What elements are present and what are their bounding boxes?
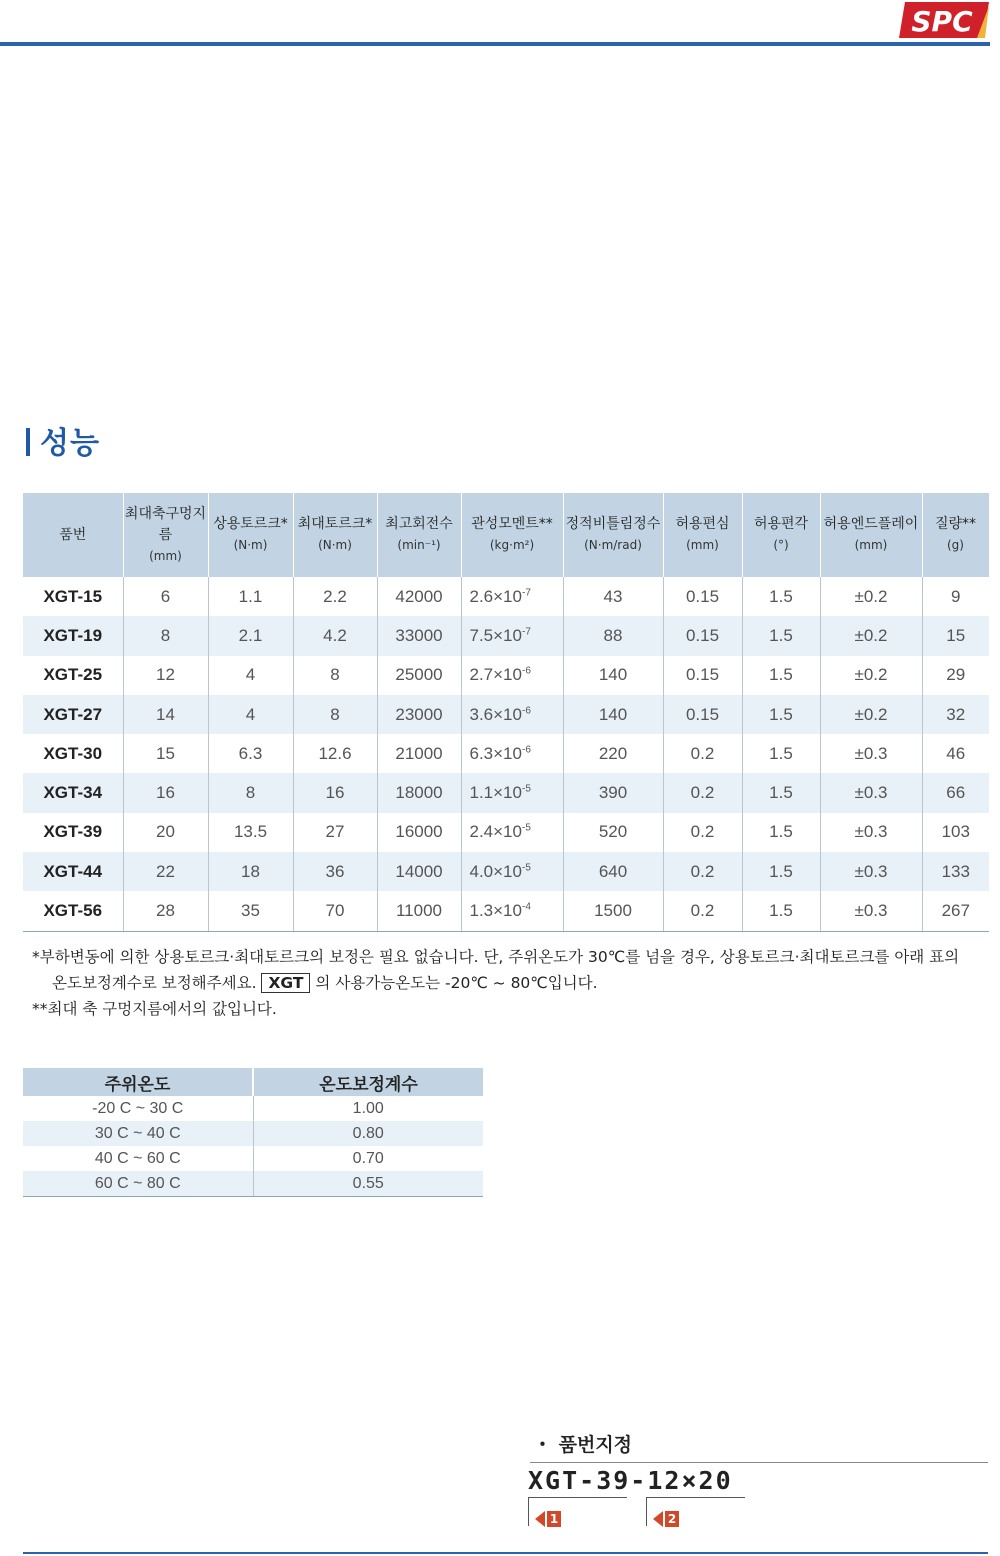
table-row [23, 813, 989, 852]
table-cell: 16 [293, 773, 377, 812]
table-cell: 28 [123, 891, 208, 931]
table-cell: 1.5 [742, 577, 820, 616]
table-cell: 1.5 [742, 695, 820, 734]
perf-header-4: 최고회전수 (min⁻¹) [377, 493, 461, 577]
top-rule [0, 42, 990, 46]
table-cell: 12.6 [293, 734, 377, 773]
table-row [23, 577, 989, 616]
tag-1: 1 [535, 1511, 561, 1527]
table-row [23, 1121, 483, 1146]
table-cell: 6.3 [208, 734, 293, 773]
part-number-cell: XGT-56 [23, 891, 123, 931]
note-line-2: 온도보정계수로 보정해주세요. XGT 의 사용가능온도는 -20℃ ~ 80℃입니다. [52, 974, 598, 992]
table-cell: ±0.3 [820, 813, 922, 852]
table-cell: 390 [563, 773, 663, 812]
inertia-cell: $1.3\times 10^{-4}$ [461, 891, 563, 931]
table-cell: 9 [951, 586, 961, 606]
temp-factor-cell: 0.80 [253, 1121, 483, 1146]
table-cell: 0.2 [663, 891, 742, 931]
left-arrow-icon [535, 1511, 545, 1527]
table-cell: 0.15 [663, 695, 742, 734]
performance-header-row [23, 493, 989, 577]
table-cell: 42000 [377, 577, 461, 616]
table-cell: 0.2 [663, 734, 742, 773]
table-cell: 0.2 [663, 773, 742, 812]
table-cell: 25000 [377, 656, 461, 695]
table-cell: 1.5 [742, 852, 820, 891]
performance-table [23, 493, 990, 932]
table-cell: 4 [208, 695, 293, 734]
temp-factor-cell: 0.70 [352, 1149, 384, 1167]
table-cell: 13.5 [208, 813, 293, 852]
table-cell: ±0.3 [820, 852, 922, 891]
table-row [23, 734, 989, 773]
table-cell: 23000 [377, 695, 461, 734]
order-rule [530, 1462, 988, 1463]
bottom-rule [23, 1552, 988, 1554]
spc-logo [893, 0, 990, 40]
table-cell: 8 [123, 616, 208, 655]
table-cell: 33000 [377, 616, 461, 655]
table-cell: ±0.3 [820, 773, 922, 812]
temperature-table [23, 1068, 483, 1197]
perf-header-10: 질량** (g) [922, 493, 989, 577]
inertia-cell: $6.3\times 10^{-6}$ [461, 734, 563, 773]
table-cell: 2.1 [208, 616, 293, 655]
table-cell: ±0.2 [820, 695, 922, 734]
table-cell: 8 [208, 773, 293, 812]
part-number-cell: XGT-39 [23, 813, 123, 852]
table-row [23, 852, 989, 891]
note-line-1: *부하변동에 의한 상용토르크·최대토르크의 보정은 필요 없습니다. 단, 주위온도가 30℃를 넘을 경우, 상용토르크·최대토르크를 아래 표의 [32, 948, 960, 966]
part-number-cell: XGT-44 [23, 852, 123, 891]
table-cell: 4.2 [293, 616, 377, 655]
inertia-cell: $7.5\times 10^{-7}$ [461, 616, 563, 655]
logo-text: SPC [911, 5, 973, 38]
table-cell: 1500 [563, 891, 663, 931]
table-cell: 22 [123, 852, 208, 891]
table-cell: 1.5 [742, 891, 820, 931]
table-row [23, 1171, 483, 1197]
table-row [23, 773, 989, 812]
table-cell: 0.2 [663, 813, 742, 852]
table-cell: 8 [293, 656, 377, 695]
table-cell: 88 [563, 616, 663, 655]
temp-factor-cell: 0.55 [253, 1171, 483, 1197]
table-cell: 15 [123, 734, 208, 773]
notes [32, 944, 992, 1022]
table-cell: ±0.3 [820, 734, 922, 773]
table-cell: 15 [922, 616, 989, 655]
table-cell: 14000 [377, 852, 461, 891]
part-number-cell: XGT-19 [23, 616, 123, 655]
table-cell: 18000 [377, 773, 461, 812]
table-cell: 1.5 [742, 773, 820, 812]
table-cell: 16000 [377, 813, 461, 852]
inertia-cell: $2.7\times 10^{-6}$ [461, 656, 563, 695]
table-cell: 43 [563, 577, 663, 616]
table-cell: 46 [946, 743, 966, 763]
table-cell: 220 [563, 734, 663, 773]
table-cell: 1.1 [208, 577, 293, 616]
inertia-cell: $4.0\times 10^{-5}$ [461, 852, 563, 891]
perf-header-6: 정적비틀림정수 (N·m/rad) [563, 493, 663, 577]
perf-header-2: 상용토르크* (N·m) [208, 493, 293, 577]
table-cell: ±0.3 [820, 891, 922, 931]
perf-header-5: 관성모멘트** (kg·m²) [461, 493, 563, 577]
order-code: XGT-39-12×20 [528, 1466, 733, 1495]
inertia-cell: $2.4\times 10^{-5}$ [461, 813, 563, 852]
table-cell: 66 [922, 773, 989, 812]
tag-2: 2 [653, 1511, 679, 1527]
table-cell: 0.15 [663, 577, 742, 616]
temp-range-cell: -20 C ~ 30 C [23, 1096, 253, 1121]
part-number-cell: XGT-27 [23, 695, 123, 734]
table-cell: 103 [941, 822, 970, 842]
perf-header-9: 허용엔드플레이 (mm) [820, 493, 922, 577]
table-cell: 35 [208, 891, 293, 931]
temp-header-factor: 온도보정계수 [253, 1068, 483, 1096]
table-cell: 27 [293, 813, 377, 852]
table-cell: 0.15 [663, 616, 742, 655]
table-cell: 14 [123, 695, 208, 734]
table-row [23, 1096, 483, 1121]
part-number-cell: XGT-34 [23, 773, 123, 812]
table-row [23, 616, 989, 655]
table-cell: ±0.2 [820, 577, 922, 616]
table-cell: 32 [922, 695, 989, 734]
table-cell: 21000 [377, 734, 461, 773]
temp-factor-cell: 1.00 [352, 1099, 384, 1117]
table-cell: 140 [563, 656, 663, 695]
table-cell: 1.5 [742, 813, 820, 852]
perf-header-0: 품번 [23, 493, 123, 577]
part-number-cell: XGT-25 [23, 656, 123, 695]
table-row [23, 695, 989, 734]
note-line-3: **최대 축 구멍지름에서의 값입니다. [32, 1000, 277, 1018]
table-cell: 8 [293, 695, 377, 734]
temp-header-ambient: 주위온도 [23, 1068, 253, 1096]
table-row [23, 656, 989, 695]
part-number-cell: XGT-15 [23, 577, 123, 616]
perf-header-3: 최대토르크* (N·m) [293, 493, 377, 577]
table-cell: 70 [293, 891, 377, 931]
perf-header-8: 허용편각 (°) [742, 493, 820, 577]
table-cell: 4 [208, 656, 293, 695]
table-cell: 36 [293, 852, 377, 891]
table-cell: 2.2 [293, 577, 377, 616]
table-row [23, 891, 989, 931]
table-cell: 0.15 [663, 656, 742, 695]
table-cell: 11000 [377, 891, 461, 931]
table-cell: 1.5 [742, 656, 820, 695]
part-number-cell: XGT-30 [23, 734, 123, 773]
table-row [23, 1146, 483, 1171]
section-title: 성능 [26, 418, 100, 462]
perf-header-7: 허용편심 (mm) [663, 493, 742, 577]
table-cell: 6 [123, 577, 208, 616]
temperature-header-row [23, 1068, 483, 1096]
table-cell: 133 [922, 852, 989, 891]
table-cell: 16 [123, 773, 208, 812]
table-cell: 1.5 [742, 616, 820, 655]
title-bar [26, 428, 30, 456]
temp-range-cell: 60 C ~ 80 C [23, 1171, 253, 1197]
temp-range-cell: 30 C ~ 40 C [23, 1121, 253, 1146]
inertia-cell: $3.6\times 10^{-6}$ [461, 695, 563, 734]
table-cell: 18 [208, 852, 293, 891]
table-cell: 1.5 [742, 734, 820, 773]
table-cell: 0.2 [663, 852, 742, 891]
temp-range-cell: 40 C ~ 60 C [23, 1146, 253, 1171]
perf-header-1: 최대축구멍지름 (mm) [123, 493, 208, 577]
table-cell: 29 [946, 665, 966, 685]
table-cell: 12 [123, 656, 208, 695]
table-cell: ±0.2 [820, 656, 922, 695]
order-title: ・ 품번지정 [533, 1434, 633, 1456]
inertia-cell: $2.6\times 10^{-7}$ [461, 577, 563, 616]
table-cell: 520 [563, 813, 663, 852]
table-cell: 267 [922, 891, 989, 931]
xgt-box: XGT [261, 973, 310, 993]
inertia-cell: $1.1\times 10^{-5}$ [461, 773, 563, 812]
table-cell: 20 [123, 813, 208, 852]
left-arrow-icon [653, 1511, 663, 1527]
table-cell: 640 [563, 852, 663, 891]
table-cell: ±0.2 [820, 616, 922, 655]
table-cell: 140 [563, 695, 663, 734]
